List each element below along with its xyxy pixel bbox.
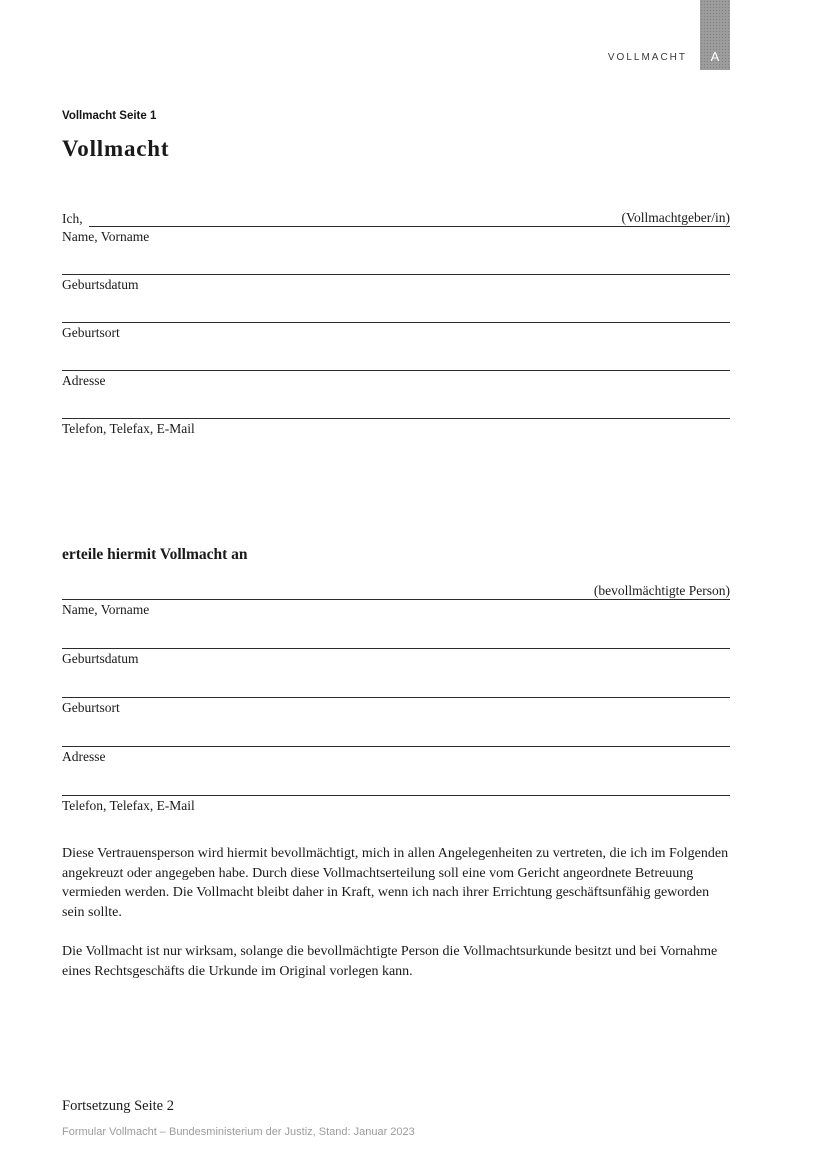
attorney-birthdate-write-line[interactable]	[62, 619, 730, 649]
grant-heading: erteile hiermit Vollmacht an	[62, 546, 248, 563]
attorney-contact-label: Telefon, Telefax, E-Mail	[62, 798, 195, 813]
attorney-role-hint: (bevollmächtigte Person)	[593, 583, 730, 598]
principal-birthplace-label: Geburtsort	[62, 325, 120, 340]
attorney-address-write-line[interactable]	[62, 717, 730, 747]
principal-address-label: Adresse	[62, 373, 106, 388]
attorney-contact-write-line[interactable]	[62, 766, 730, 796]
principal-contact-write-line[interactable]	[62, 390, 730, 419]
section-tab	[700, 0, 730, 70]
paragraph-scope: Diese Vertrauensperson wird hiermit bevollmächtigt, mich in allen Angelegenheiten zu vertreten, die ich im Folgenden angekreuzt oder angegeben habe. Durch diese Vollmachtserteilung soll eine vom Gericht angeordnete Betreuung vermieden werden. Die Vollmacht bleibt daher in Kraft, wenn ich nach ihrer Errichtung geschäftsunfähig geworden sein sollte.	[62, 846, 729, 920]
principal-section	[62, 205, 730, 438]
principal-address-write-line[interactable]	[62, 342, 730, 371]
principal-name-row	[62, 205, 730, 227]
attorney-birthplace-write-line[interactable]	[62, 668, 730, 698]
attorney-name-label: Name, Vorname	[62, 602, 150, 617]
continuation-note: Fortsetzung Seite 2	[62, 1098, 174, 1114]
principal-birthdate-write-line[interactable]	[62, 246, 730, 275]
footer-note: Formular Vollmacht – Bundesministerium der Justiz, Stand: Januar 2023	[62, 1126, 415, 1138]
terms-text	[62, 844, 730, 1001]
attorney-section	[62, 578, 730, 815]
document-type-label: VOLLMACHT	[607, 52, 687, 63]
principal-birthdate-label: Geburtsdatum	[62, 277, 139, 292]
principal-name-write-line[interactable]	[89, 204, 730, 227]
paragraph-validity: Die Vollmacht ist nur wirksam, solange die bevollmächtigte Person die Vollmachtsurkunde besitzt und bei Vornahme eines Rechtsgeschäfts die Urkunde im Original vorlegen kann.	[62, 944, 718, 979]
attorney-name-write-line[interactable]	[62, 578, 730, 600]
principal-role-hint: (Vollmachtgeber/in)	[621, 210, 730, 225]
principal-birthplace-write-line[interactable]	[62, 294, 730, 323]
attorney-address-label: Adresse	[62, 749, 106, 764]
principal-name-label: Name, Vorname	[62, 229, 150, 244]
page-title: Vollmacht	[62, 136, 170, 161]
attorney-birthdate-label: Geburtsdatum	[62, 651, 139, 666]
attorney-birthplace-label: Geburtsort	[62, 700, 120, 715]
page-label: Vollmacht Seite 1	[62, 110, 157, 122]
principal-contact-label: Telefon, Telefax, E-Mail	[62, 421, 195, 436]
intro-text: Ich,	[62, 211, 83, 226]
section-tab-letter: A	[710, 49, 720, 64]
